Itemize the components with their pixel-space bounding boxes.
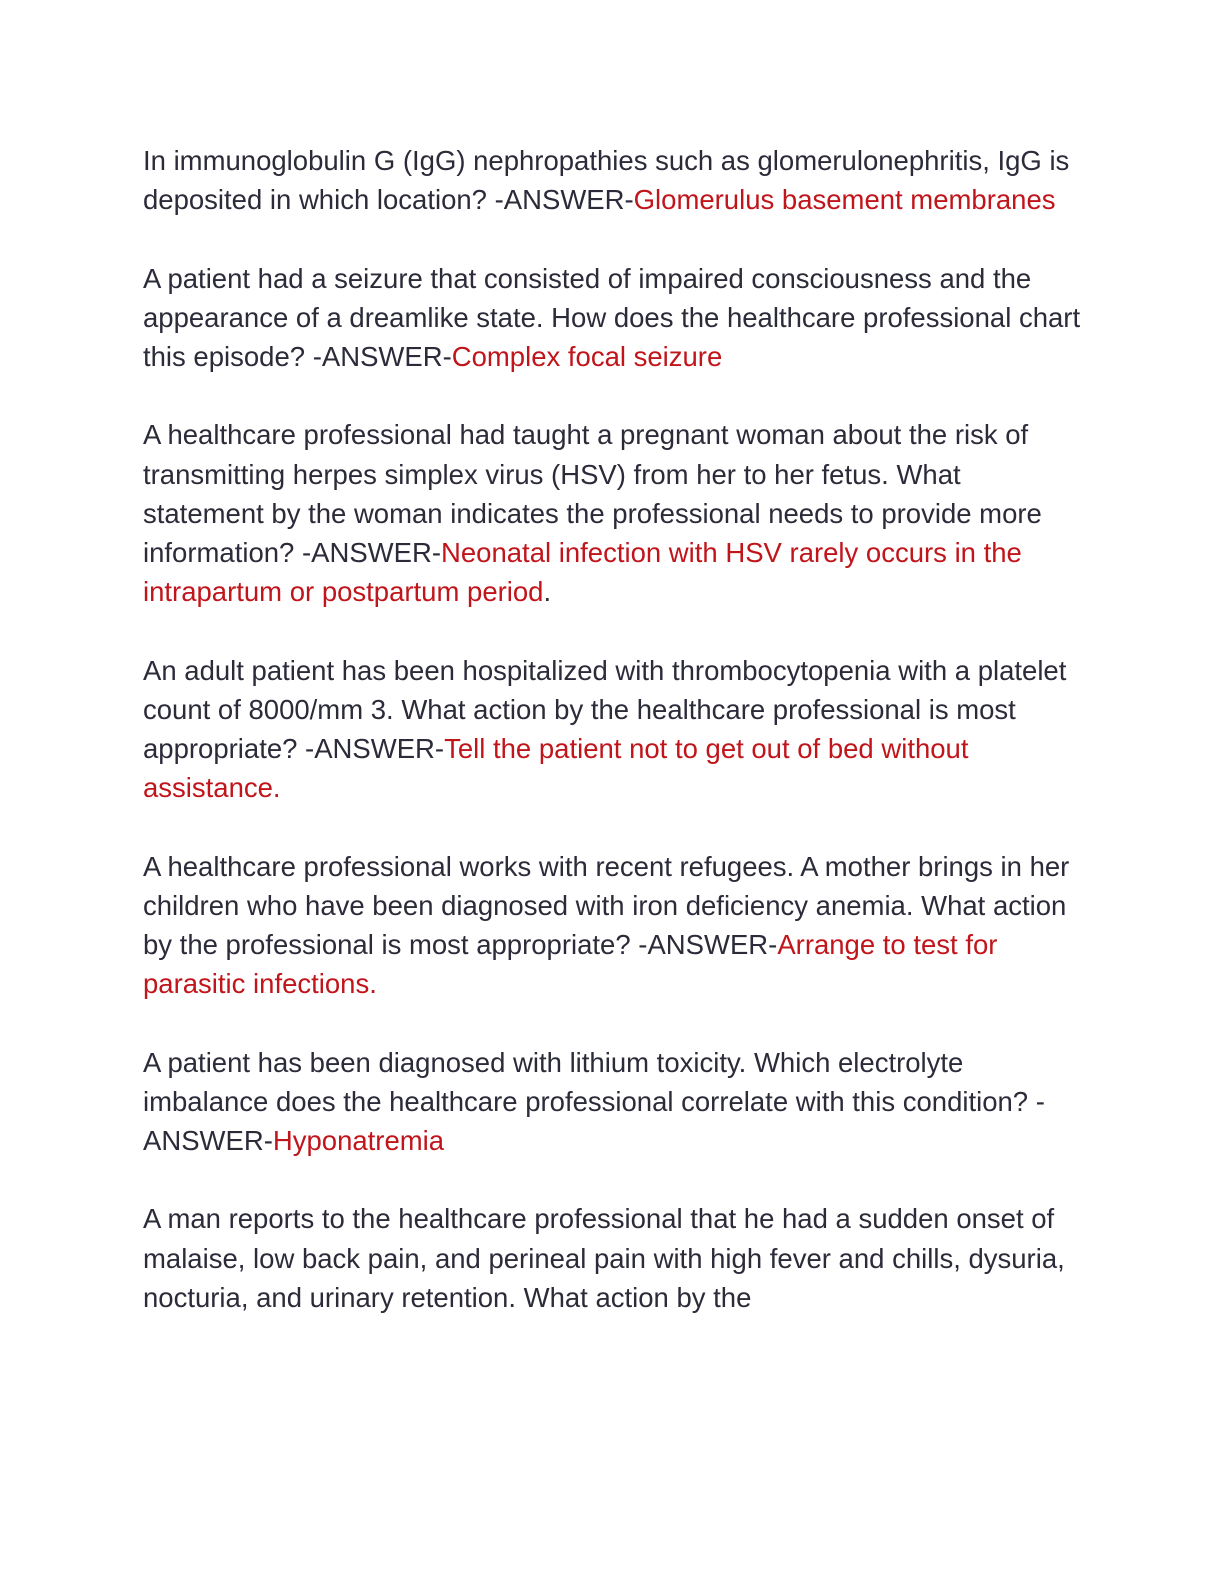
qa-item-1 [143,141,1083,219]
answer-separator: -ANSWER- [630,929,778,960]
qa-item-5 [143,847,1083,1004]
qa-item-2 [143,259,1083,377]
answer-text: Glomerulus basement membranes [633,184,1056,216]
question-text: A man reports to the healthcare professional that he had a sudden onset of malaise, low back pain, and perineal pain with high fever and chills, dysuria, nocturia, and urinary retention. What action by the [143,1203,1065,1313]
trailing-punctuation: . [543,576,552,608]
answer-separator: -ANSWER- [294,537,442,568]
qa-item-7 [143,1199,1083,1317]
question-text: An adult patient has been hospitalized with thrombocytopenia with a platelet count of 8000/mm 3. What action by the healthcare professional is most appropriate? [143,654,1067,764]
answer-text: Tell the patient not to get out of bed without assistance. [143,733,969,804]
answer-text: Neonatal infection with HSV rarely occurs in the intrapartum or postpartum period [143,537,1022,608]
answer-separator: -ANSWER- [486,184,634,216]
answer-text: Arrange to test for parasitic infections. [143,929,998,1000]
qa-item-3 [143,415,1083,611]
answer-separator: -ANSWER- [297,733,445,764]
qa-item-4 [143,651,1083,808]
answer-separator: -ANSWER- [305,341,452,372]
answer-separator: -ANSWER- [143,1085,1045,1156]
qa-list [143,141,1083,1356]
qa-item-6 [143,1043,1083,1161]
answer-text: Hyponatremia [272,1125,445,1156]
question-text: A healthcare professional had taught a pregnant woman about the risk of transmitting herpes simplex virus (HSV) from her to her fetus. What statement by the woman indicates the professional needs to provide more information? [143,419,1042,568]
question-text: In immunoglobulin G (IgG) nephropathies such as glomerulonephritis, IgG is deposited in which location? [143,145,1070,216]
answer-text: Complex focal seizure [451,341,723,372]
question-text: A healthcare professional works with recent refugees. A mother brings in her children who have been diagnosed with iron deficiency anemia. What action by the professional is most appropriate? [143,850,1070,960]
question-text: A patient had a seizure that consisted of impaired consciousness and the appearance of a dreamlike state. How does the healthcare professional chart this episode? [143,262,1081,372]
question-text: A patient has been diagnosed with lithium toxicity. Which electrolyte imbalance does the healthcare professional correlate with this condition? [143,1046,1029,1117]
